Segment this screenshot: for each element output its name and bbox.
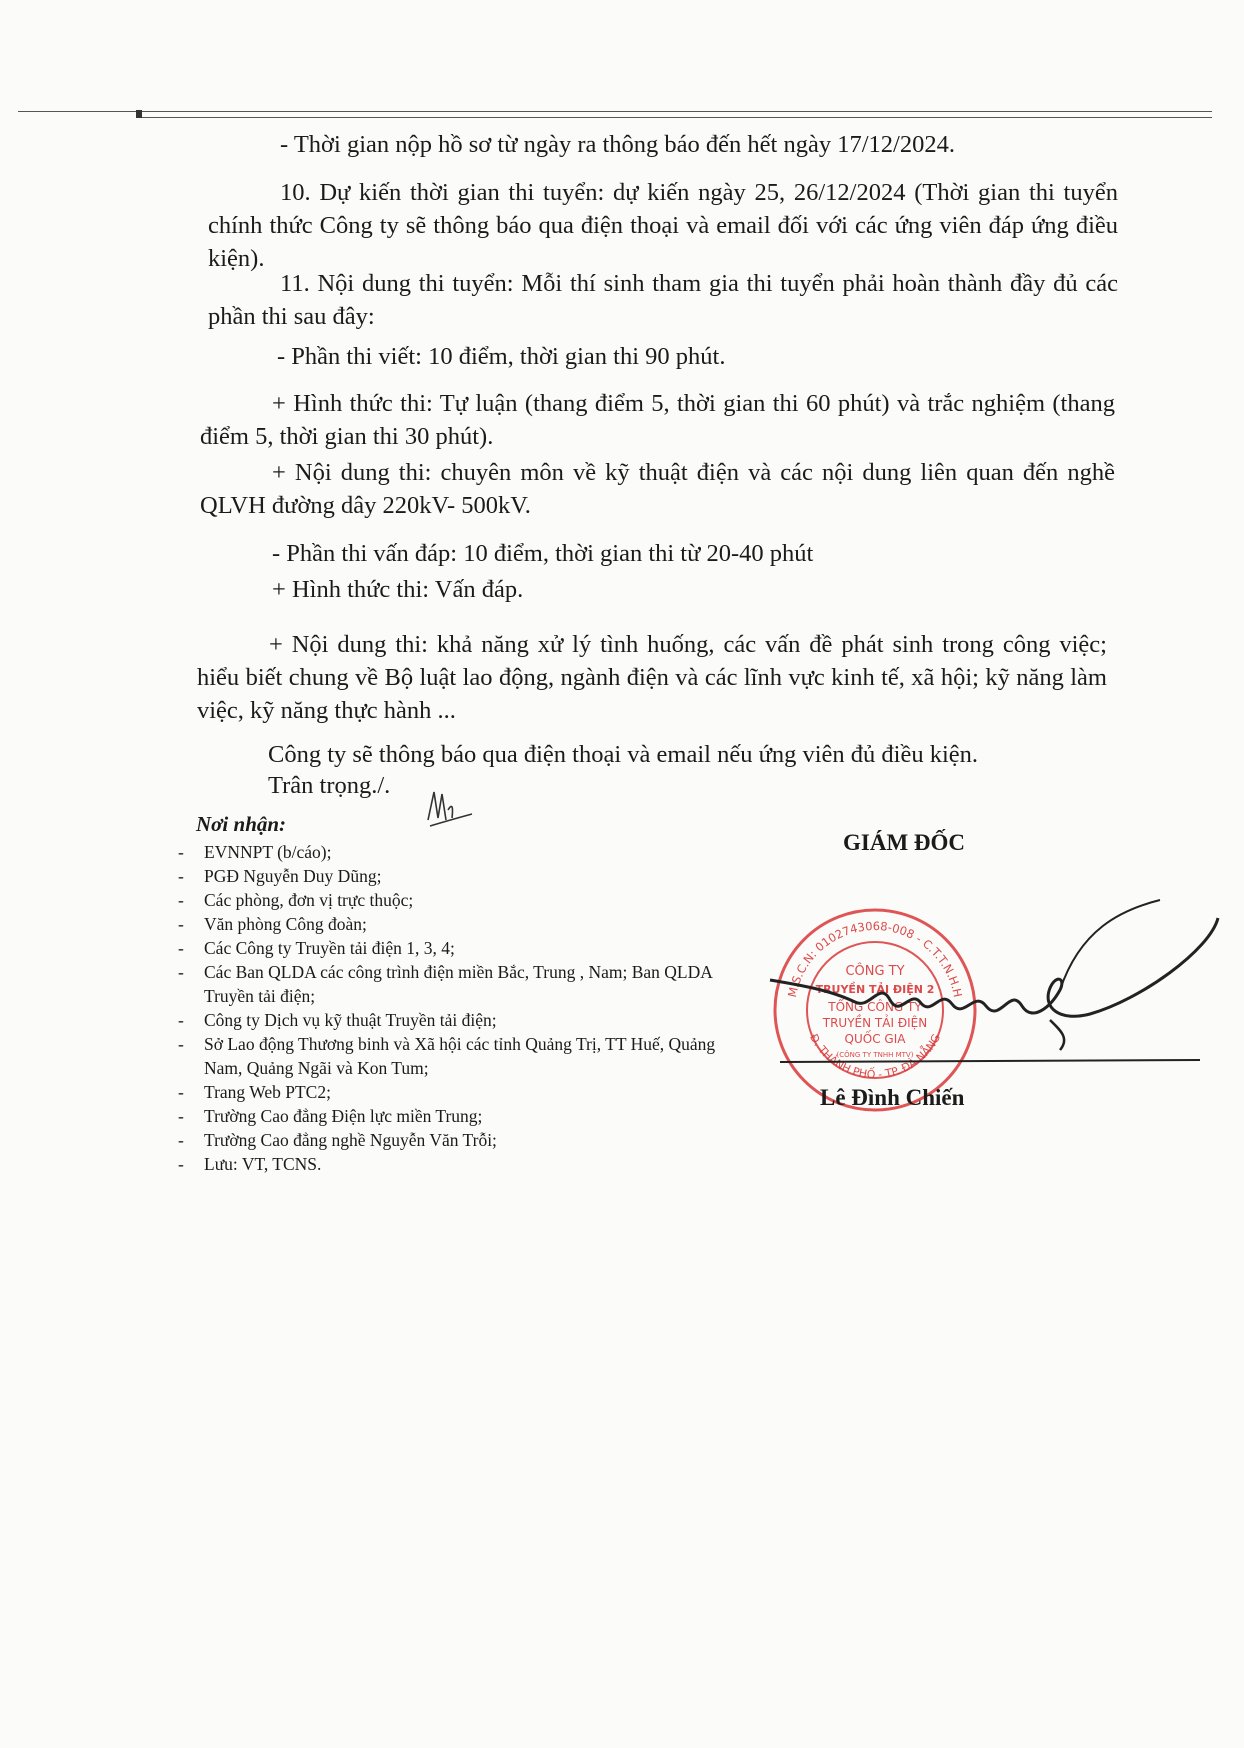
- signer-title: GIÁM ĐỐC: [843, 830, 966, 855]
- recipient-item: - Các Ban QLDA các công trình điện miền Bắc, Trung , Nam; Ban QLDA Truyền tải điện;: [178, 962, 712, 1006]
- submission-deadline: - Thời gian nộp hồ sơ từ ngày ra thông báo đến hết ngày 17/12/2024.: [280, 131, 955, 158]
- svg-text:TỔNG CÔNG TY: TỔNG CÔNG TY: [828, 1000, 922, 1014]
- signer-name: Lê Đình Chiến: [820, 1085, 965, 1110]
- written-exam: - Phần thi viết: 10 điểm, thời gian thi 90 phút.: [277, 343, 726, 370]
- exam-content-intro: 11. Nội dung thi tuyển: Mỗi thí sinh tham gia thi tuyển phải hoàn thành đầy đủ các phần thi sau đây:: [208, 270, 1118, 330]
- recipient-item: - Trường Cao đẳng nghề Nguyễn Văn Trỗi;: [178, 1130, 497, 1150]
- rule-marker-icon: [136, 110, 142, 118]
- recipient-item: - EVNNPT (b/cáo);: [178, 842, 332, 862]
- oral-exam-content: + Nội dung thi: khả năng xử lý tình huống, các vấn đề phát sinh trong công việc; hiểu biết chung về Bộ luật lao động, ngành điện và các lĩnh vực kinh tế, xã hội; kỹ năng làm việc, kỹ năng thực hành ...: [197, 631, 1107, 724]
- recipients-list: [178, 840, 738, 1176]
- svg-text:TRUYỀN TẢI ĐIỆN 2: TRUYỀN TẢI ĐIỆN 2: [815, 983, 935, 996]
- recipients-title: Nơi nhận:: [196, 812, 287, 836]
- recipient-item: - Văn phòng Công đoàn;: [178, 914, 367, 934]
- svg-text:CÔNG TY: CÔNG TY: [845, 964, 905, 979]
- initials-mark: [420, 780, 480, 840]
- oral-exam-format: + Hình thức thi: Vấn đáp.: [272, 576, 524, 603]
- svg-text:M.S.C.N: 0102743068-008 - C.T.: M.S.C.N: 0102743068-008 - C.T.T.N.H.H: [785, 918, 965, 999]
- oral-exam: - Phần thi vấn đáp: 10 điểm, thời gian thi từ 20-40 phút: [272, 540, 814, 567]
- header-rule-top: [18, 111, 1212, 112]
- svg-text:QUỐC GIA: QUỐC GIA: [844, 1032, 906, 1046]
- notification-note: Công ty sẽ thông báo qua điện thoại và email nếu ứng viên đủ điều kiện.: [268, 741, 979, 768]
- recipient-item: - Trang Web PTC2;: [178, 1082, 331, 1102]
- recipient-item: - Các Công ty Truyền tải điện 1, 3, 4;: [178, 938, 455, 958]
- svg-text:TRUYỀN TẢI ĐIỆN: TRUYỀN TẢI ĐIỆN: [822, 1016, 928, 1030]
- written-exam-format: + Hình thức thi: Tự luận (thang điểm 5, thời gian thi 60 phút) và trắc nghiệm (thang điểm 5, thời gian thi 30 phút).: [200, 390, 1115, 450]
- recipient-item: - Sở Lao động Thương binh và Xã hội các tỉnh Quảng Trị, TT Huế, Quảng Nam, Quảng Ngãi và Kon Tum;: [178, 1034, 716, 1078]
- closing-regards: Trân trọng./.: [268, 772, 391, 799]
- director-signature: [760, 890, 1220, 1080]
- recipient-item: - Trường Cao đẳng Điện lực miền Trung;: [178, 1106, 483, 1126]
- svg-text:Đ. THÀNH PHỐ - TP. ĐÀ NẴNG: Đ. THÀNH PHỐ - TP. ĐÀ NẴNG: [806, 1031, 944, 1082]
- recipient-item: - PGĐ Nguyễn Duy Dũng;: [178, 866, 382, 886]
- recipient-item: - Lưu: VT, TCNS.: [178, 1154, 322, 1174]
- recipient-item: - Công ty Dịch vụ kỹ thuật Truyền tải điện;: [178, 1010, 497, 1030]
- svg-text:(CÔNG TY TNHH MTV): (CÔNG TY TNHH MTV): [836, 1051, 914, 1059]
- written-exam-content: + Nội dung thi: chuyên môn về kỹ thuật điện và các nội dung liên quan đến nghề QLVH đường dây 220kV- 500kV.: [200, 459, 1115, 519]
- header-rule-bottom: [140, 117, 1212, 118]
- exam-schedule: 10. Dự kiến thời gian thi tuyển: dự kiến ngày 25, 26/12/2024 (Thời gian thi tuyển chính thức Công ty sẽ thông báo qua điện thoại và email đối với các ứng viên đáp ứng điều kiện).: [208, 179, 1118, 272]
- recipient-item: - Các phòng, đơn vị trực thuộc;: [178, 890, 414, 910]
